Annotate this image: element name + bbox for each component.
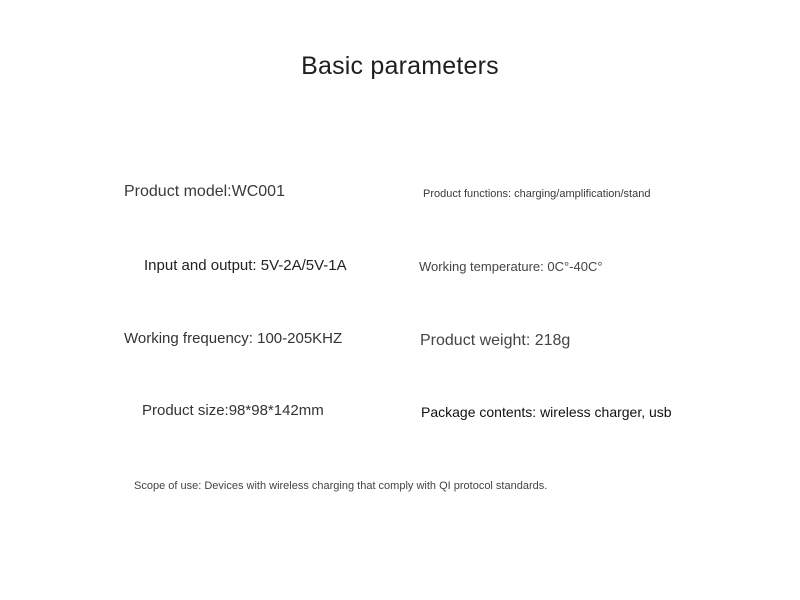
scope-of-use-text: Scope of use: Devices with wireless charging that comply with QI protocol standards. <box>134 480 548 492</box>
working-temperature-text: Working temperature: 0C°-40C° <box>419 259 603 274</box>
product-model-text: Product model:WC001 <box>124 183 285 200</box>
page-title: Basic parameters <box>301 52 499 80</box>
working-frequency-text: Working frequency: 100-205KHZ <box>124 330 343 347</box>
product-size-text: Product size:98*98*142mm <box>142 402 324 419</box>
product-functions-text: Product functions: charging/amplification/stand <box>423 188 651 200</box>
product-weight-text: Product weight: 218g <box>420 332 571 349</box>
package-contents-text: Package contents: wireless charger, usb <box>421 404 672 420</box>
input-output-text: Input and output: 5V-2A/5V-1A <box>144 257 347 274</box>
